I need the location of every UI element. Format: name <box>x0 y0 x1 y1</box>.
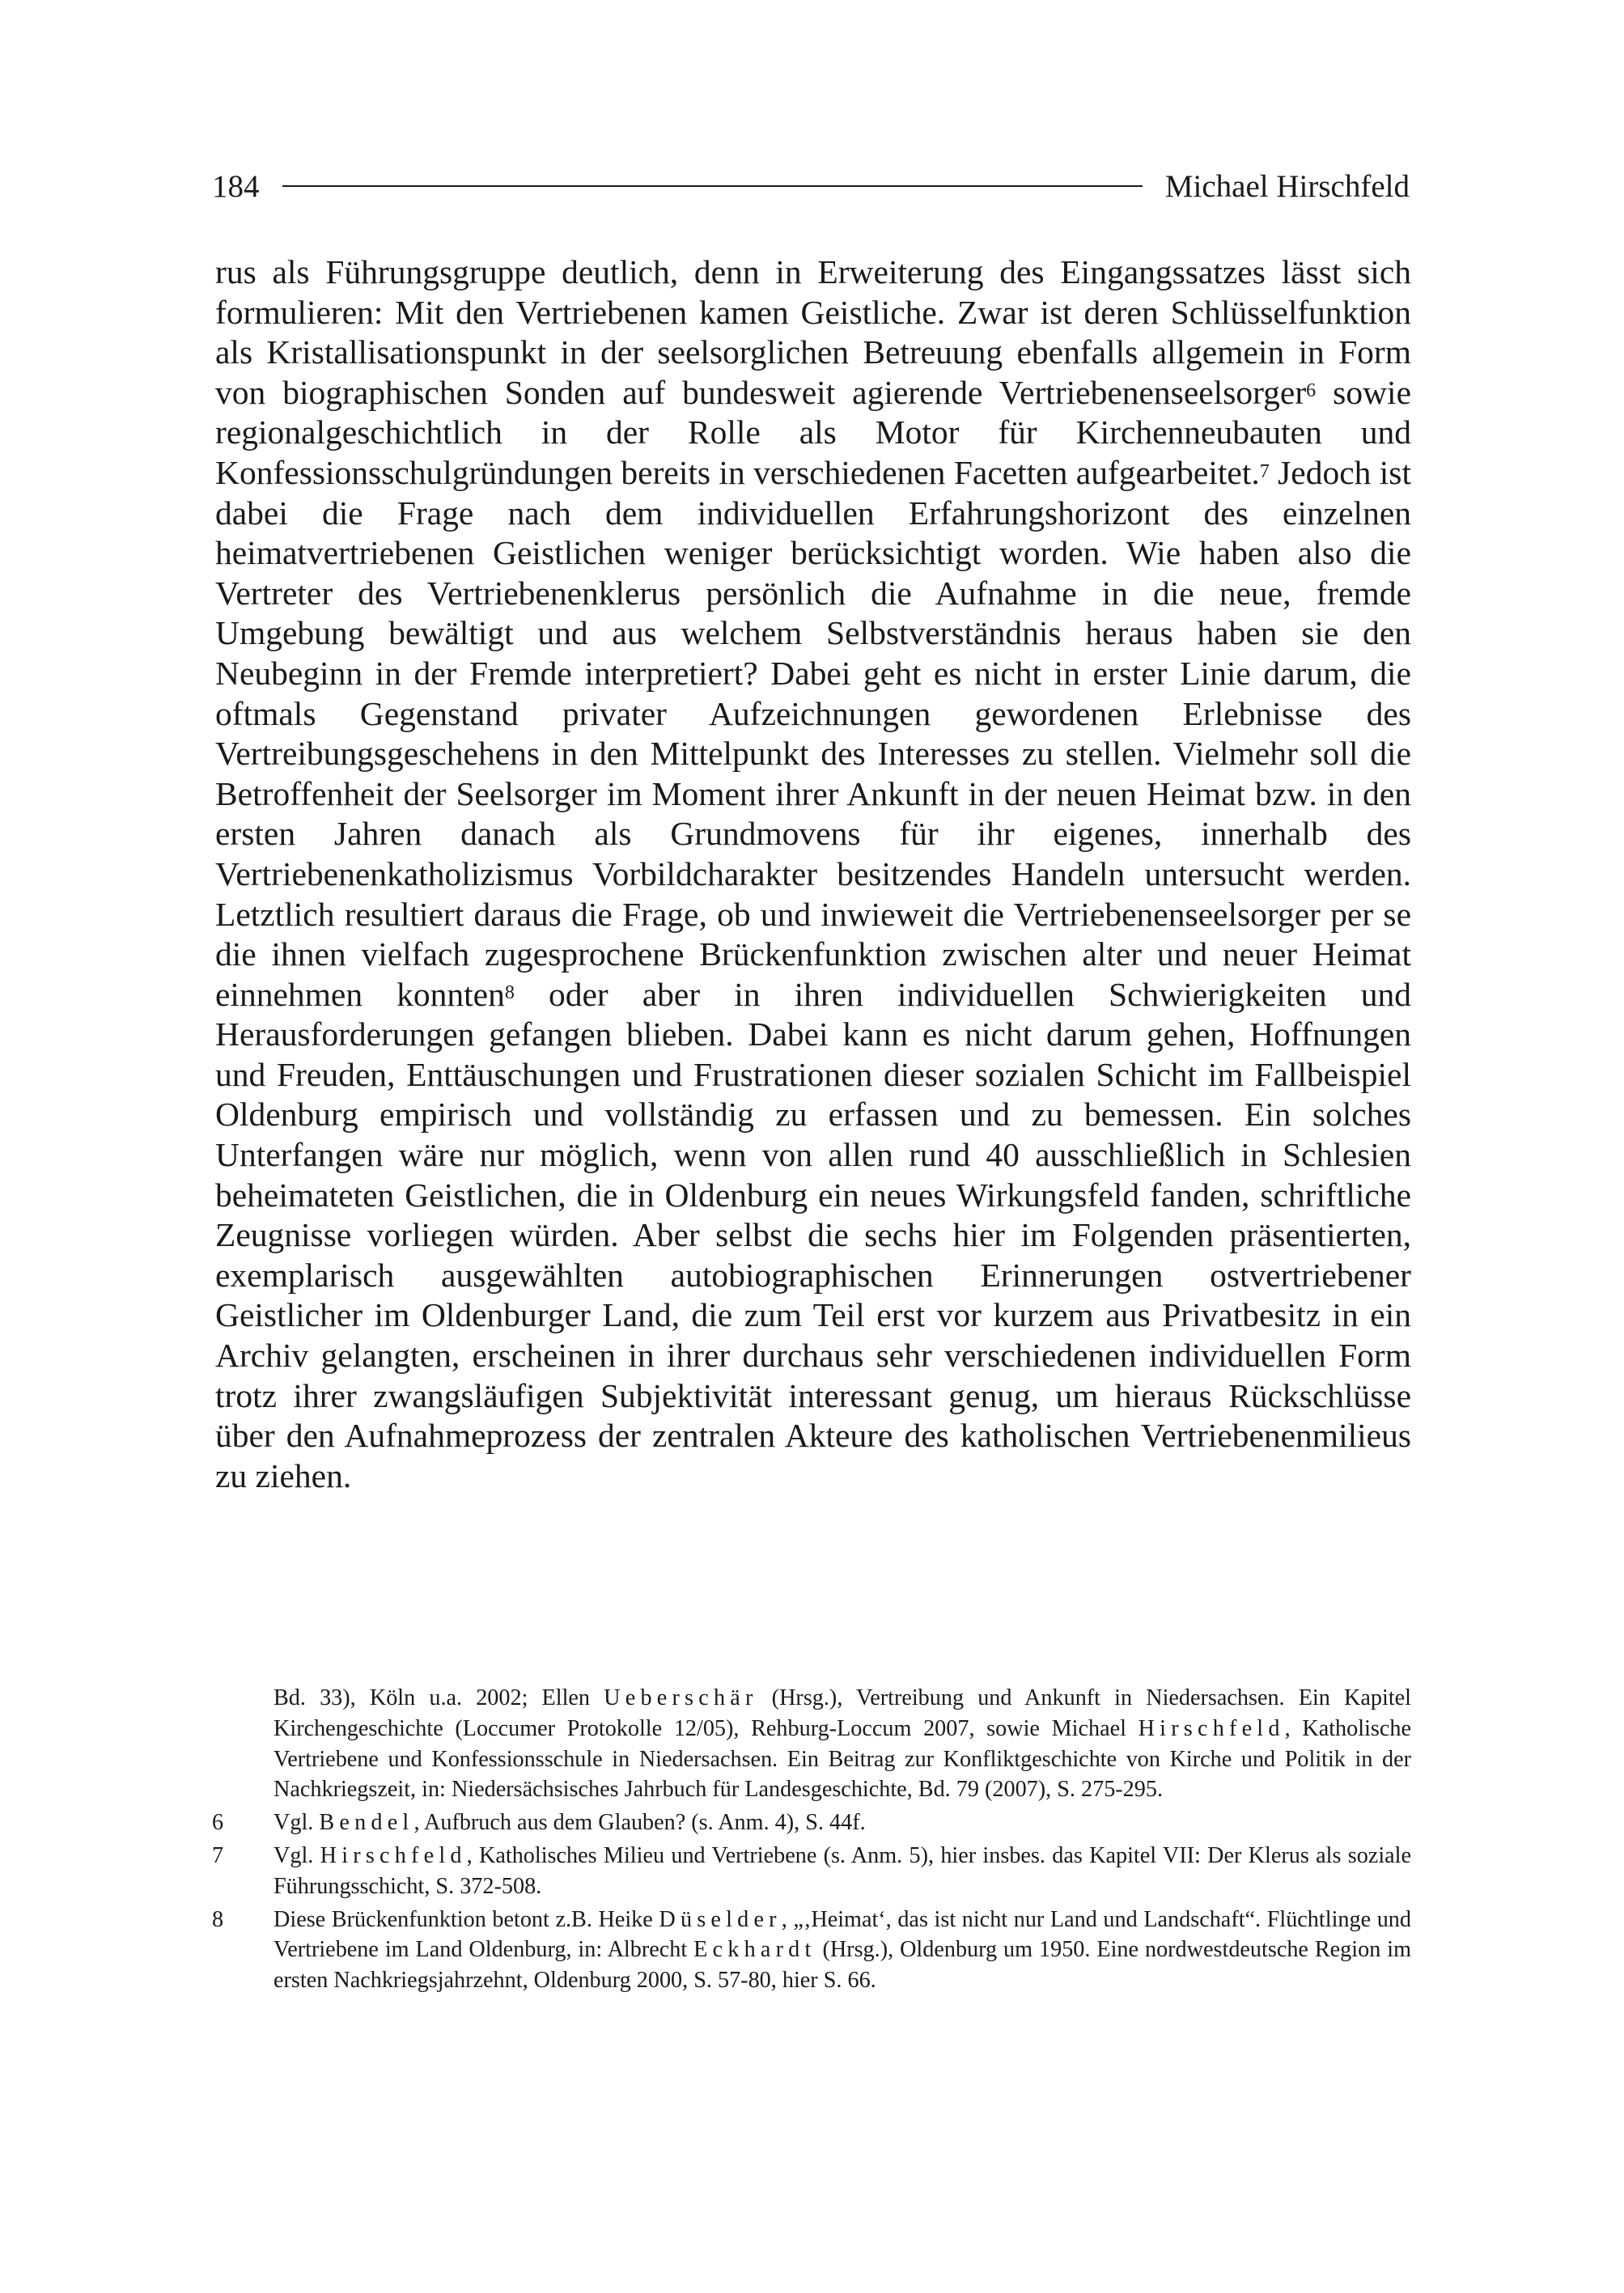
footnote-text-block <box>273 1905 1411 1996</box>
footnote-number: 7 <box>212 1842 224 1868</box>
footnote-number: 8 <box>212 1906 224 1932</box>
page-number: 184 <box>212 168 260 204</box>
footnote-continuation-text <box>273 1683 1411 1805</box>
footnote-author-name: Eckhardt <box>693 1937 816 1963</box>
footnote-ref-7[interactable]: 7 <box>1259 460 1270 482</box>
body-text-part-2: sowie regionalgeschichtlich in der Rolle als Motor für Kirchenneubauten und Konfessionsschulgründungen bereits in verschiedenen Facetten aufgearbeitet. <box>215 373 1411 491</box>
footnote-number: 6 <box>212 1810 224 1836</box>
footnote-author-name: Ueberschär <box>604 1685 758 1710</box>
footnote-author-name: Bendel <box>319 1810 414 1836</box>
footnote-text: Bd. 33), Köln u.a. 2002; Ellen <box>273 1685 604 1710</box>
footnote-text: , Katholische Vertriebene und Konfessionsschule in Niedersachsen. Ein Beitrag zur Konfliktgeschichte von Kirche und Politik in der Nachkriegszeit, in: Niedersächsisches Jahrbuch für Landesgeschichte, Bd. 79 (2007), S. 275-295. <box>273 1715 1411 1803</box>
footnote-text: Vgl. <box>273 1842 320 1868</box>
footnote-text: (Hrsg.), Oldenburg um 1950. Eine nordwestdeutsche Region im ersten Nachkriegsjahrzehnt, Oldenburg 2000, S. 57-80, hier S. 66. <box>273 1937 1411 1994</box>
header-rule <box>282 185 1143 187</box>
running-head <box>212 162 1410 210</box>
footnote-text-block <box>273 1841 1411 1902</box>
footnote-text-block <box>273 1808 1411 1838</box>
footnote-text: , Katholisches Milieu und Vertriebene (s. Anm. 5), hier insbes. das Kapitel VII: Der Klerus als soziale Führungsschicht, S. 372-508. <box>273 1842 1412 1899</box>
footnote-author-name: Hirschfeld <box>1138 1715 1285 1741</box>
body-text-part-3: Jedoch ist dabei die Frage nach dem individuellen Erfahrungshorizont des einzelnen heimatvertriebenen Geistlichen weniger berücksichtigt worden. Wie haben also die Vertreter des Vertriebenenklerus persönlich die Aufnahme in die neue, fremde Umgebung bewältigt und aus welchem Selbstverständnis heraus haben sie den Neubeginn in der Fremde interpretiert? Dabei geht es nicht in erster Linie darum, die oftmals Gegenstand privater Aufzeichnungen gewordenen Erlebnisse des Vertreibungsgeschehens in den Mittelpunkt des Interesses zu stellen. Vielmehr soll die Betroffenheit der Seelsorger im Moment ihrer Ankunft in der neuen Heimat bzw. in den ersten Jahren danach als Grundmovens für ihr eigenes, innerhalb des Vertriebenenkatholizismus Vorbildcharakter besitzendes Handeln untersucht werden. Letztlich resultiert daraus die Frage, ob und inwieweit die Vertriebenenseelsorger per se die ihnen vielfach zugesprochene Brückenfunktion zwischen alter und neuer Heimat einnehmen konnten <box>215 453 1411 1013</box>
footnote-8 <box>212 1905 1411 1996</box>
running-head-author: Michael Hirschfeld <box>1164 168 1410 204</box>
footnote-text: (Hrsg.), Vertreibung und Ankunft in Niedersachsen. Ein Kapitel Kirchengeschichte (Loccumer Protokolle 12/05), Rehburg-Loccum 2007, sowie Michael <box>273 1685 1411 1741</box>
footnote-ref-6[interactable]: 6 <box>1306 380 1317 402</box>
body-paragraph <box>215 252 1411 1496</box>
footnote-text: , Aufbruch aus dem Glauben? (s. Anm. 4), S. 44f. <box>413 1810 866 1836</box>
footnote-text: , „‚Heimat‘, das ist nicht nur Land und Landschaft“. Flüchtlinge und Vertriebene im Land Oldenburg, in: Albrecht <box>273 1906 1411 1963</box>
body-text <box>215 252 1411 1496</box>
body-text-part-1: rus als Führungsgruppe deutlich, denn in Erweiterung des Eingangssatzes lässt sich formulieren: Mit den Vertriebenen kamen Geistliche. Zwar ist deren Schlüsselfunktion als Kristallisationspunkt in der seelsorglichen Betreuung ebenfalls allgemein in Form von biographischen Sonden auf bundesweit agierende Vertriebenenseelsorger <box>215 253 1411 411</box>
footnote-ref-8[interactable]: 8 <box>504 982 515 1004</box>
body-text-part-4: oder aber in ihren individuellen Schwierigkeiten und Herausforderungen gefangen blieben. Dabei kann es nicht darum gehen, Hoffnungen und Freuden, Enttäuschungen und Frustrationen dieser sozialen Schicht im Fallbeispiel Oldenburg empirisch und vollständig zu erfassen und zu bemessen. Ein solches Unterfangen wäre nur möglich, wenn von allen rund 40 ausschließlich in Schlesien beheimateten Geistlichen, die in Oldenburg ein neues Wirkungsfeld fanden, schriftliche Zeugnisse vorliegen würden. Aber selbst die sechs hier im Folgenden präsentierten, exemplarisch ausgewählten autobiographischen Erinnerungen ostvertriebener Geistlicher im Oldenburger Land, die zum Teil erst vor kurzem aus Privatbesitz in ein Archiv gelangten, erscheinen in ihrer durchaus sehr verschiedenen individuellen Form trotz ihrer zwangsläufigen Subjektivität interessant genug, um hieraus Rückschlüsse über den Aufnahmeprozess der zentralen Akteure des katholischen Vertriebenenmilieus zu ziehen. <box>215 975 1411 1494</box>
footnote-continuation <box>212 1683 1411 1805</box>
footnote-author-name: Düselder <box>659 1906 782 1932</box>
footnotes <box>212 1683 1411 1998</box>
footnote-6 <box>212 1808 1411 1838</box>
footnote-text: Vgl. <box>273 1810 320 1836</box>
footnote-7 <box>212 1841 1411 1902</box>
footnote-author-name: Hirschfeld <box>320 1842 467 1868</box>
footnote-text: Diese Brückenfunktion betont z.B. Heike <box>273 1906 659 1932</box>
